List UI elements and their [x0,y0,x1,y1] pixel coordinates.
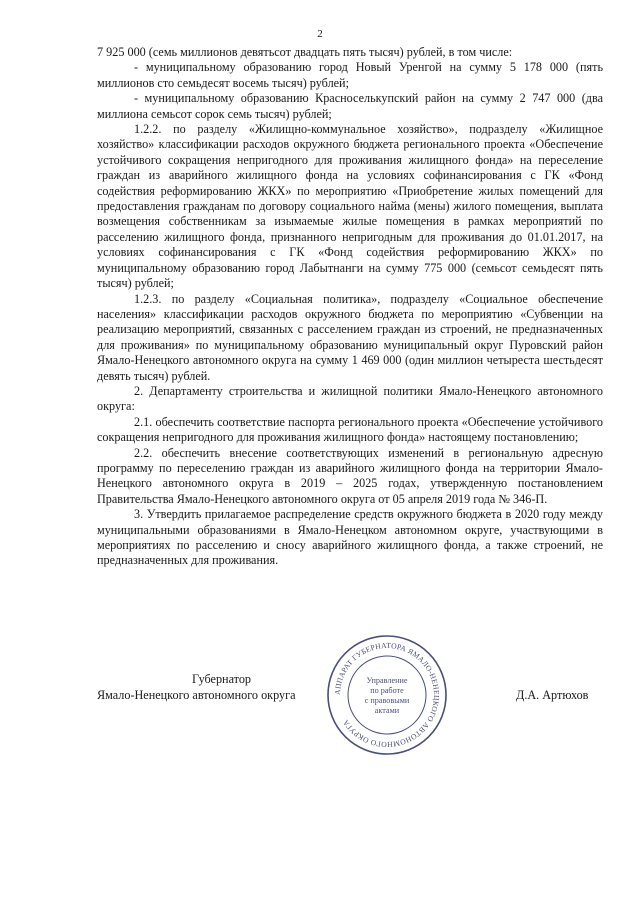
paragraph-2-1: 2.1. обеспечить соответствие паспорта регионального проекта «Обеспечение устойчивого сокращения непригодного для проживания жилищного фонда» настоящему постановлению; [97,414,603,445]
stamp-center-line-1: Управление [366,676,408,685]
paragraph-2: 2. Департаменту строительства и жилищной политики Ямало-Ненецкого автономного округа: [97,383,603,414]
signature-name: Д.А. Артюхов [516,688,589,702]
paragraph-3: 3. Утвердить прилагаемое распределение средств окружного бюджета в 2020 году между муниципальными образованиями в Ямало-Ненецком автономном округе, участвующими в мероприятиях по расселению и сносу аварийного жилищного фонда, а также строений, не предназначенных для проживания. [97,507,603,568]
stamp-outer-ring [328,636,446,754]
stamp-center-line-3: с правовыми [364,696,410,705]
document-body [97,45,603,569]
paragraph-1-2-3: 1.2.3. по разделу «Социальная политика», подразделу «Социальное обеспечение населения» классификации расходов окружного бюджета по мероприятию «Субвенции на реализацию мероприятий, связанных с расселением граждан из строений, не предназначенных для проживания» по муниципальному образованию муниципальный округ Пуровский район Ямало-Ненецкого автономного округа на сумму 1 469 000 (один миллион четыреста шестьдесят девять тысяч) рублей. [97,291,603,383]
stamp-ring-textpath: АППАРАТ ГУБЕРНАТОРА ЯМАЛО-НЕНЕЦКОГО АВТОНОМНОГО ОКРУГА [332,640,442,750]
signature-title: Губернатор [192,672,252,686]
stamp-center-line-2: по работе [370,686,404,695]
paragraph-total-amount: 7 925 000 (семь миллионов девятьсот двадцать пять тысяч) рублей, в том числе: [97,45,513,59]
signature-organization: Ямало-Ненецкого автономного округа [97,688,296,702]
paragraph-krasnoselkup: - муниципальному образованию Красноселькупский район на сумму 2 747 000 (два миллиона семьсот сорок семь тысяч) рублей; [97,91,603,121]
official-stamp [325,633,449,757]
paragraph-novy-urengoy: - муниципальному образованию город Новый Уренгой на сумму 5 178 000 (пять миллионов сто семьдесят восемь тысяч) рублей; [97,60,603,90]
page-number: 2 [317,28,323,40]
paragraph-2-2: 2.2. обеспечить внесение соответствующих изменений в региональную адресную программу по переселению граждан из аварийного жилищного фонда на территории Ямало-Ненецкого автономного округа в 2019 – 2025 годах, утвержденную постановлением Правительства Ямало-Ненецкого автономного округа от 05 апреля 2019 года № 346-П. [97,445,603,506]
stamp-seal-icon [325,633,449,757]
paragraph-1-2-2: 1.2.2. по разделу «Жилищно-коммунальное хозяйство», подразделу «Жилищное хозяйство» классификации расходов окружного бюджета регионального проекта «Обеспечение устойчивого сокращения непригодного для проживания жилищного фонда» на переселение граждан из аварийного жилищного фонда на условиях софинансирования с ГК «Фонд содействия реформированию ЖКХ» по мероприятию «Приобретение жилых помещений для предоставления гражданам по договору социального найма (мены) жилого помещения, выплата возмещения собственникам за изымаемые жилые помещения в рамках мероприятий по расселению жилищного фонда, признанного непригодным для проживания до 01.01.2017, на условиях софинансирования с ГК «Фонд содействия реформированию ЖКХ» по муниципальному образованию город Лабытнанги на сумму 775 000 (семьсот семьдесят пять тысяч) рублей; [97,122,603,291]
stamp-inner-ring [348,656,426,734]
stamp-center-line-4: актами [374,706,400,715]
